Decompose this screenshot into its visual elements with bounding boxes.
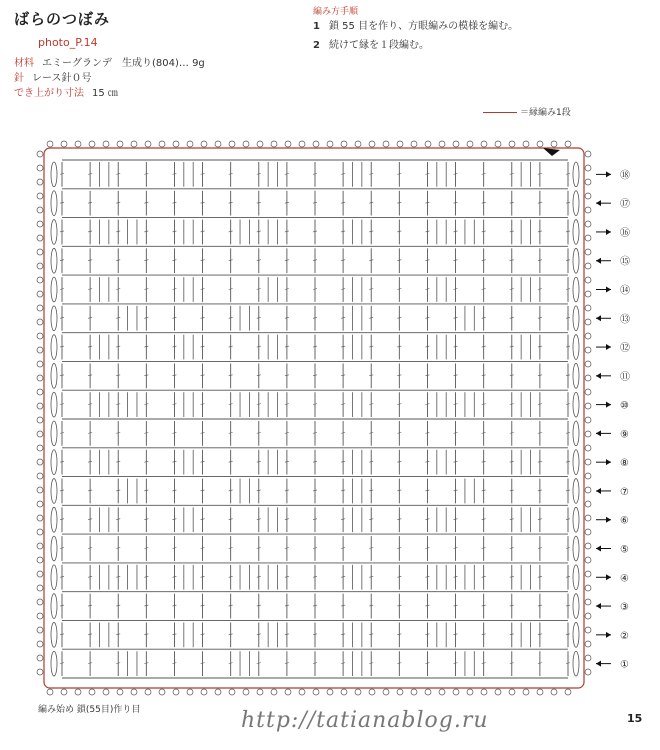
row-label [596, 227, 630, 239]
pattern-title: ばらのつぼみ [14, 10, 111, 28]
row-number: ⑤ [620, 544, 629, 556]
row-label [596, 169, 630, 181]
row-label [596, 401, 629, 412]
row-number: ⑦ [620, 486, 629, 498]
spec-size-label: でき上がり寸法 [14, 88, 84, 99]
spec-material-label: 材料 [14, 58, 34, 69]
foundation-note: 編み始め 鎖(55目)作り目 [38, 705, 141, 715]
edging-border [37, 141, 591, 695]
row-label [596, 429, 629, 440]
row-labels [596, 169, 630, 670]
row-label [596, 631, 629, 642]
row-number: ⑬ [620, 314, 630, 326]
row-label [596, 285, 630, 297]
row-label [596, 545, 629, 556]
row-number: ① [620, 659, 629, 671]
start-marker-icon [543, 148, 560, 156]
spec-size-value: 15 ㎝ [92, 88, 118, 99]
row-label [596, 313, 630, 325]
row-label [596, 458, 629, 469]
row-label [596, 660, 629, 671]
source-url: http://tatianablog.ru [241, 708, 489, 733]
row-label [596, 198, 630, 210]
row-label [596, 256, 630, 268]
steps-heading: 編み方手順 [313, 7, 359, 17]
step-2-text: 続けて縁を１段編む。 [329, 40, 429, 51]
row-label [596, 602, 629, 613]
row-number: ⑫ [620, 343, 630, 355]
row-number: ⑯ [620, 227, 630, 239]
row-number: ④ [620, 573, 629, 585]
step-1-number: 1 [313, 21, 320, 32]
step-2-number: 2 [313, 40, 320, 51]
row-number: ⑭ [620, 285, 630, 297]
row-number: ⑨ [620, 429, 629, 441]
row-number: ⑪ [620, 371, 630, 383]
row-label [596, 487, 629, 498]
spec-hook-label: 針 [14, 73, 24, 84]
spec-material-value: エミーグランデ 生成り(804)… 9g [42, 58, 205, 69]
row-label [596, 371, 630, 383]
mesh-grid [51, 160, 579, 678]
row-number: ③ [620, 602, 629, 614]
row-label [596, 342, 630, 354]
photo-reference: photo_P.14 [38, 36, 98, 49]
row-number: ⑧ [620, 458, 629, 470]
row-number: ⑱ [620, 170, 630, 182]
step-1-text: 鎖 55 目を作り、方眼編みの模様を編む。 [329, 21, 519, 32]
legend-text: ＝縁編み1段 [520, 108, 571, 118]
page-number: 15 [627, 712, 643, 725]
row-number: ⑮ [620, 256, 630, 268]
spec-hook-value: レース針０号 [32, 73, 92, 84]
row-number: ⑰ [620, 199, 630, 211]
row-number: ② [620, 630, 629, 642]
row-label [596, 516, 629, 527]
row-number: ⑥ [620, 515, 629, 527]
row-number: ⑩ [620, 400, 629, 412]
row-label [596, 573, 629, 584]
